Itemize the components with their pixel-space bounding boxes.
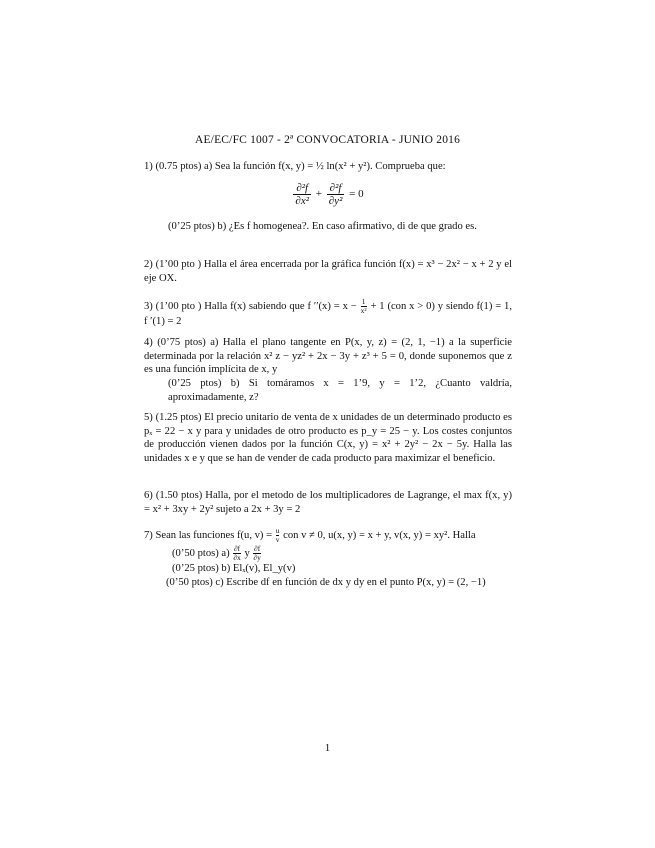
page-number: 1 — [324, 742, 331, 754]
question-7a — [144, 545, 512, 562]
exam-title: AE/EC/FC 1007 - 2ª CONVOCATORIA - JUNIO 2016 — [194, 134, 461, 146]
question-7-fraction: $\frac{u}{v}$ — [275, 526, 280, 544]
question-1b — [144, 220, 512, 234]
second-partial-y: $\frac{\text{∂²f}}{\text{∂y²}}$ — [328, 182, 343, 207]
question-4b — [144, 377, 512, 404]
question-1b-text: (0’25 ptos) b) ¿Es f homogenea?. En caso afirmativo, di de que grado es. — [168, 221, 477, 232]
question-7a-prefix: (0’50 ptos) a) — [172, 547, 230, 559]
question-3-fraction: $\frac{1}{\text{x²}}$ — [360, 297, 367, 315]
question-7b-text: (0’25 ptos) b) Elₓ(v), El_y(v) — [172, 563, 296, 574]
question-4a — [144, 336, 512, 377]
partial-f-x: $\frac{\partial f}{\partial x}$ — [233, 544, 241, 562]
question-2 — [144, 258, 512, 285]
formula-rhs: = 0 — [349, 188, 364, 201]
partial-f-y: $\frac{\partial f}{\partial y}$ — [253, 544, 261, 562]
question-5 — [144, 411, 512, 465]
question-1a — [144, 160, 512, 174]
question-3-text-b: + 1 (con x > 0) y siendo f(1) = 1, f ′(1) = 2 — [144, 300, 513, 327]
question-2-text: 2) (1’00 pto ) Halla el área encerrada por la gráfica función f(x) = x³ − 2x² − x + 2 y el eje OX. — [144, 259, 512, 284]
question-3 — [144, 298, 512, 329]
question-6 — [144, 489, 512, 516]
question-1-formula: $\frac{\text{∂²f}}{\text{∂x²}}$ + $\frac{\text{∂²f}}{\text{∂y²}}$ = 0 — [295, 182, 364, 207]
question-7a-mid: y — [244, 547, 250, 559]
question-7-text-b: con v ≠ 0, u(x, y) = x + y, v(x, y) = xy². Halla — [283, 529, 476, 541]
second-partial-x: $\frac{\text{∂²f}}{\text{∂x²}}$ — [295, 182, 310, 207]
question-3-text-a: 3) (1’00 pto ) Halla f(x) sabiendo que f ′′(x) = x − — [144, 300, 357, 312]
question-1a-text: 1) (0.75 ptos) a) Sea la función f(x, y) = ½ ln(x² + y²). Comprueba que: — [144, 161, 446, 172]
question-7-text — [144, 527, 512, 544]
question-7 — [144, 527, 512, 589]
question-3-text — [144, 298, 512, 329]
question-7-text-a: 7) Sean las funciones f(u, v) = — [144, 529, 273, 541]
question-7c-text: (0’50 ptos) c) Escribe df en función de dx y dy en el punto P(x, y) = (2, −1) — [166, 576, 486, 588]
question-5-text: 5) (1.25 ptos) El precio unitario de venta de x unidades de un determinado producto es pₓ = 22 − x y para y unidades de otro producto es p_y = 25 − y. Los costes conjuntos de producción vienen dados por la función C(x, y) = x² + 2y² − 2x − 5y. Halla las unidades x e y que se han de vender de cada producto para maximizar el beneficio. — [144, 412, 512, 464]
question-4a-text: 4) (0’75 ptos) a) Halla el plano tangente en P(x, y, z) = (2, 1, −1) a la superficie determinada por la relación x² z − yz² + 2x − 3y + z³ + 5 = 0, donde suponemos que z es una función implícita de x, y — [144, 337, 512, 376]
question-4b-text: (0’25 ptos) b) Si tomáramos x = 1’9, y = 1’2, ¿Cuanto valdría, aproximadamente, z? — [168, 378, 512, 403]
question-6-text: 6) (1.50 ptos) Halla, por el metodo de los multiplicadores de Lagrange, el max f(x, y) = x² + 3xy + 2y² sujeto a 2x + 3y = 2 — [144, 490, 512, 515]
